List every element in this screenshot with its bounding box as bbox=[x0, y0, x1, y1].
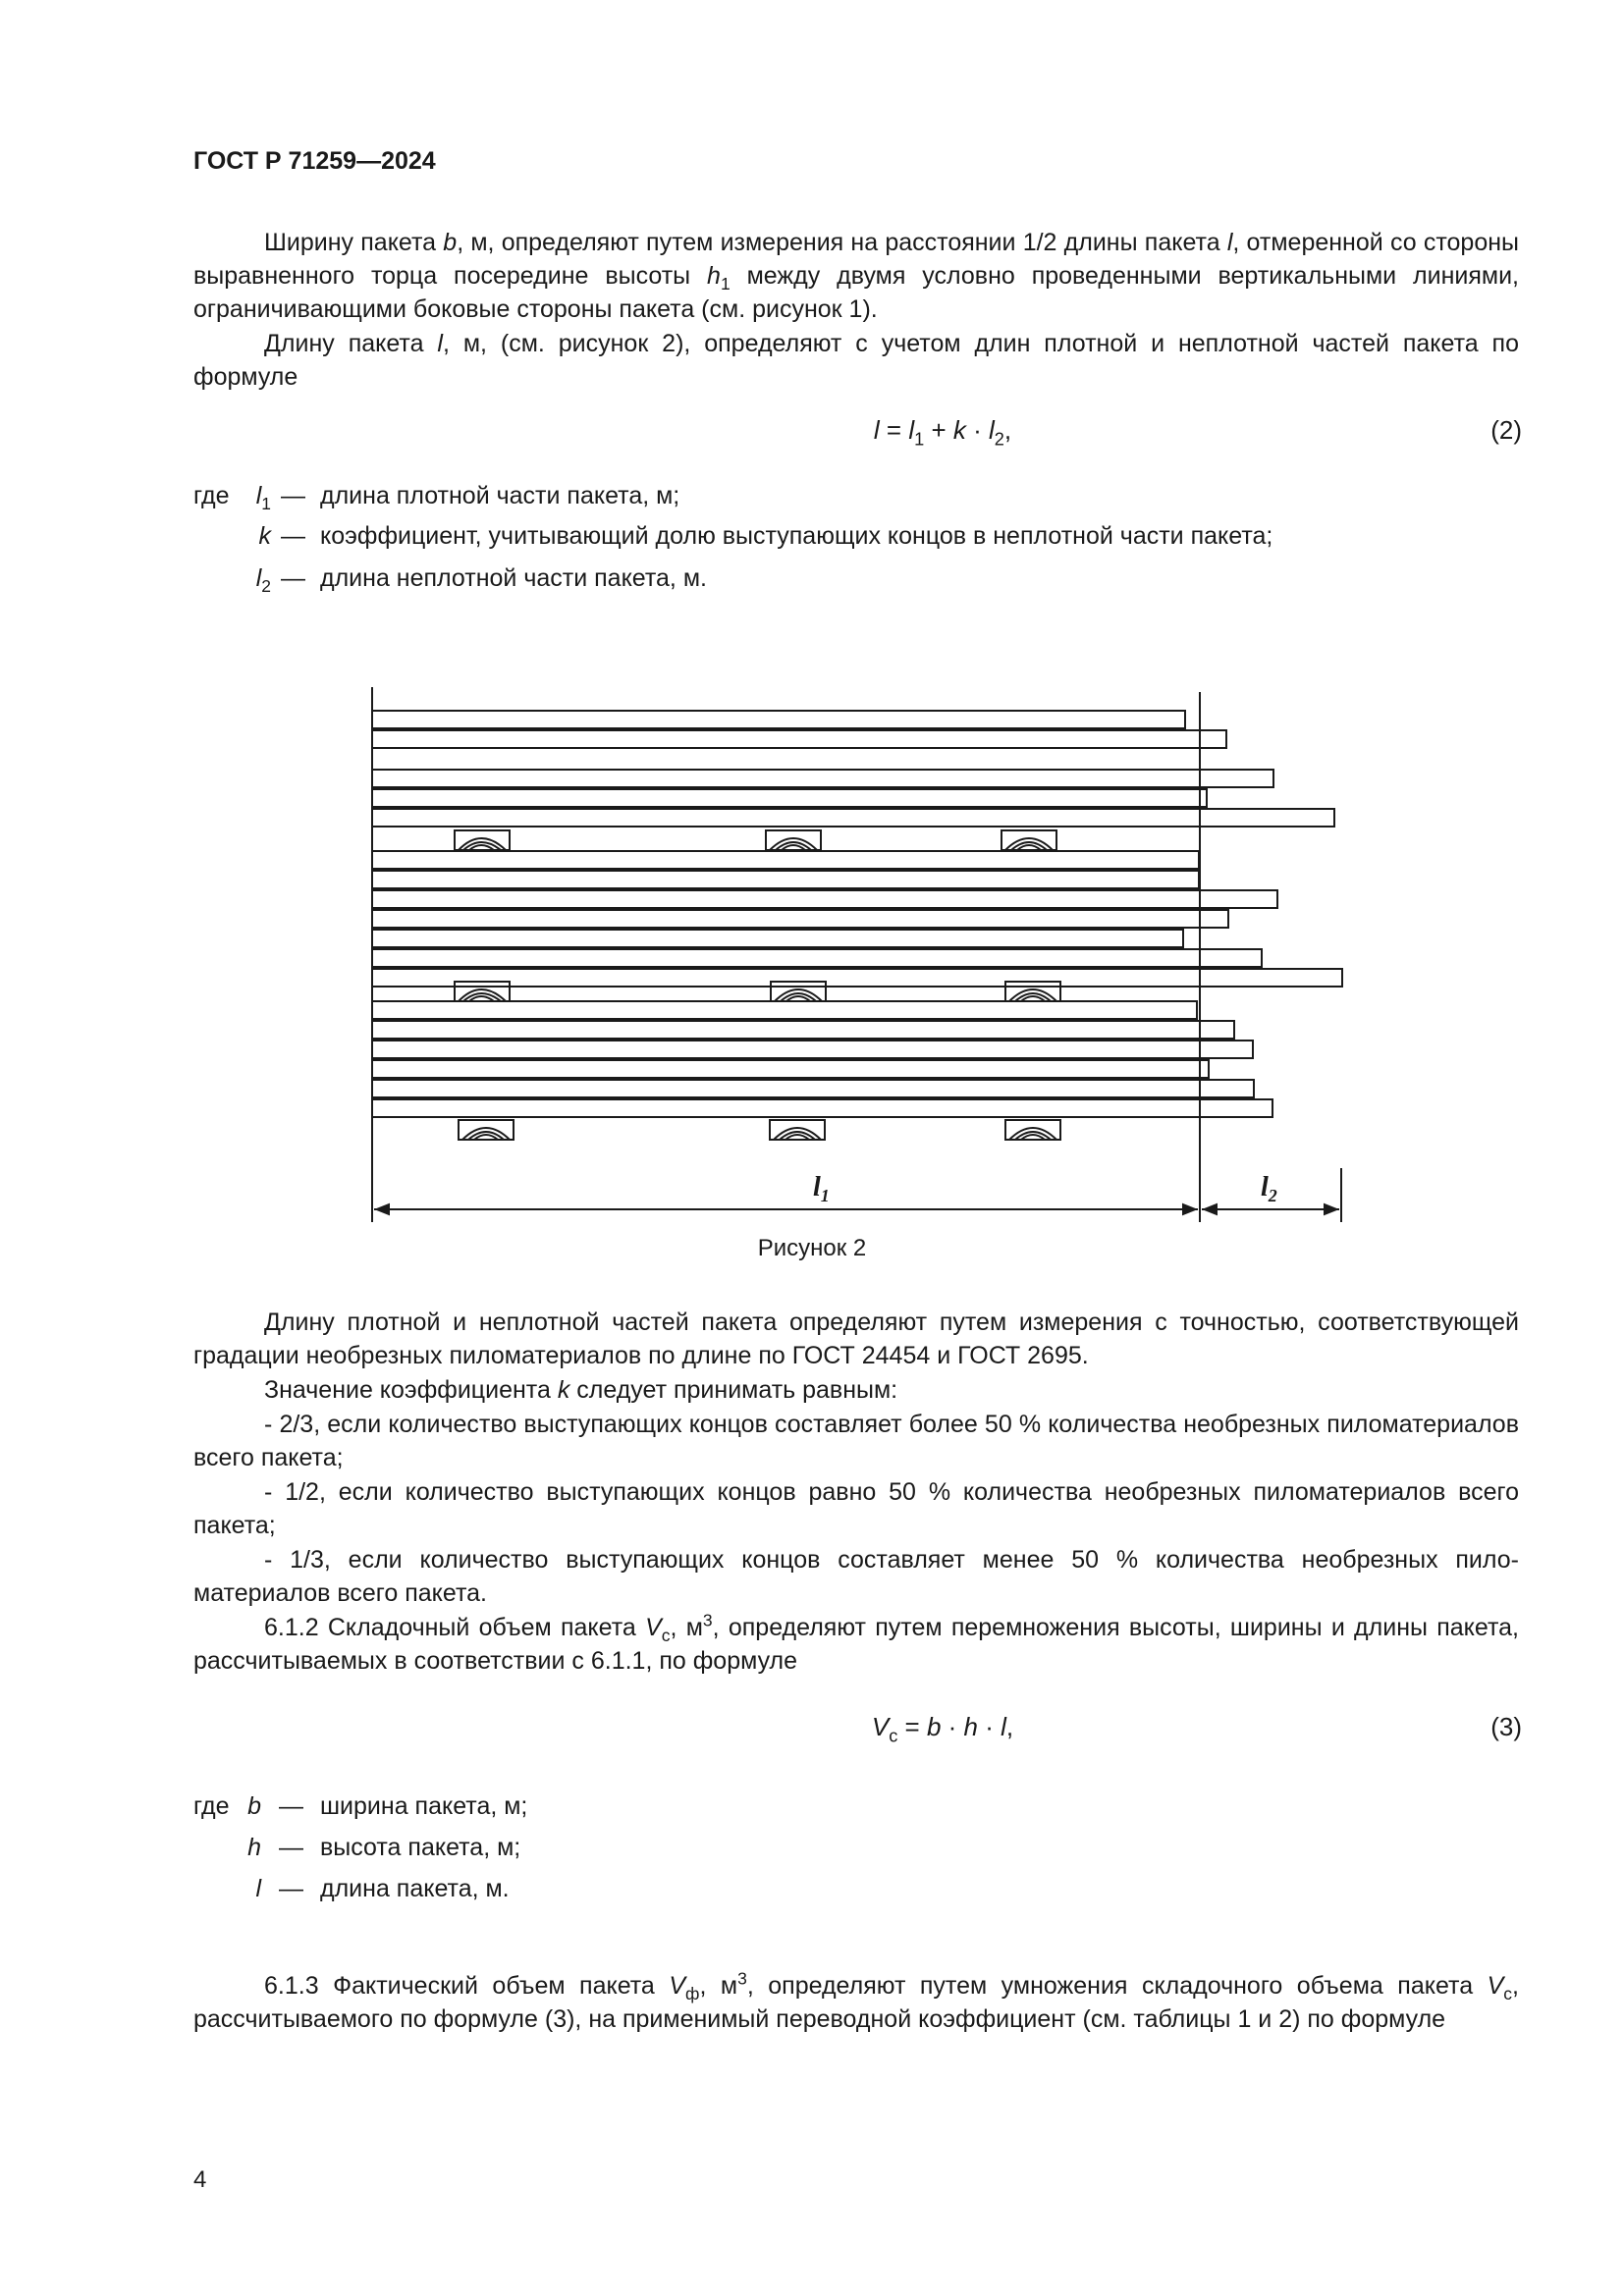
board bbox=[372, 890, 1277, 908]
spacer-row-3 bbox=[459, 1120, 1060, 1140]
board-group-1 bbox=[372, 711, 1334, 827]
text: , м bbox=[670, 1614, 703, 1641]
def-dash: — bbox=[281, 564, 305, 592]
op: , bbox=[1003, 415, 1012, 445]
spacer-row-2 bbox=[455, 982, 1060, 1001]
paragraph-6-1-2 bbox=[193, 1611, 1519, 1678]
text: , отмеренной со стороны выравненного торца посередине высоты bbox=[193, 229, 1519, 290]
board bbox=[372, 730, 1226, 748]
def-dash: — bbox=[281, 482, 305, 509]
text: , м, (см. рисунок 2), определяют с учетом длин плотной и неплотной частей пакета по формуле bbox=[193, 330, 1519, 391]
def-symbol: b bbox=[247, 1792, 261, 1820]
var: k bbox=[952, 415, 966, 445]
list-item: - 1/3, если количество выступающих концов составляет менее 50 % количества необрезных пиломатериалов всего пакета. bbox=[193, 1546, 1519, 1607]
subscript: с bbox=[661, 1626, 671, 1646]
def-dash: — bbox=[279, 1792, 303, 1820]
where-label: где bbox=[193, 482, 230, 509]
text: 6.1.2 Складочный объем пакета bbox=[264, 1614, 646, 1641]
op: , bbox=[1005, 1712, 1014, 1741]
var: l bbox=[873, 415, 880, 445]
document-header: ГОСТ Р 71259—2024 bbox=[193, 147, 436, 175]
op: · bbox=[941, 1712, 964, 1741]
board bbox=[372, 949, 1262, 967]
text: , определяют путем умножения складочного объема пакета bbox=[746, 1972, 1488, 2000]
wood-grain bbox=[774, 1128, 821, 1140]
subscript: 1 bbox=[720, 274, 731, 294]
wood-grain bbox=[775, 989, 822, 1001]
def-dash: — bbox=[279, 1834, 303, 1861]
var: h bbox=[963, 1712, 978, 1741]
def-symbol: $l_1$ bbox=[255, 482, 271, 514]
var: h bbox=[707, 262, 721, 290]
def-text: длина плотной части пакета, м; bbox=[320, 482, 680, 509]
def-symbol: h bbox=[247, 1834, 261, 1861]
text: , определяют путем перемножения высоты, ширины и длины пакета, рассчитываемых в соответствии с 6.1.1, по формуле bbox=[193, 1614, 1519, 1675]
formula-3 bbox=[687, 1712, 1198, 1746]
figure-caption: Рисунок 2 bbox=[757, 1235, 867, 1261]
paragraph-coefficient bbox=[193, 1373, 1519, 1407]
board-group-2 bbox=[372, 851, 1342, 987]
board bbox=[372, 1099, 1272, 1117]
def-text: длина пакета, м. bbox=[320, 1875, 510, 1902]
where-label: где bbox=[193, 1792, 230, 1820]
def-dash: — bbox=[281, 522, 305, 550]
text: , м, определяют путем измерения на расстоянии 1/2 длины пакета bbox=[457, 229, 1227, 256]
superscript: 3 bbox=[702, 1610, 713, 1630]
board bbox=[372, 1001, 1197, 1019]
var: V bbox=[1487, 1972, 1504, 2000]
superscript: 3 bbox=[737, 1968, 747, 1989]
board bbox=[372, 809, 1334, 827]
paragraph-measurement: Длину плотной и неплотной частей пакета определяют путем измерения с точностью, соответствующей градации необрезных пиломатериалов по длине по ГОСТ 24454 и ГОСТ 2695. bbox=[193, 1308, 1519, 1369]
text: Значение коэффициента bbox=[264, 1376, 558, 1404]
board bbox=[372, 789, 1207, 807]
board bbox=[372, 711, 1185, 728]
wood-grain bbox=[1005, 838, 1053, 850]
def-text: длина неплотной части пакета, м. bbox=[320, 564, 707, 592]
var: V bbox=[871, 1712, 890, 1741]
def-dash: — bbox=[279, 1875, 303, 1902]
op: · bbox=[978, 1712, 1001, 1741]
board bbox=[372, 1080, 1254, 1097]
var: l bbox=[908, 415, 915, 445]
list-item: - 2/3, если количество выступающих концов составляет более 50 % количества необрезных пиломатериалов всего пакета; bbox=[193, 1411, 1519, 1471]
var: V bbox=[645, 1614, 662, 1641]
var: V bbox=[669, 1972, 686, 2000]
board bbox=[372, 1041, 1253, 1058]
def-text: ширина пакета, м; bbox=[320, 1792, 528, 1820]
board bbox=[372, 871, 1199, 888]
board bbox=[372, 851, 1199, 869]
text: между двумя условно проведенными вертикальными линиями, ограничивающими боковые стороны пакета (см. рисунок 1). bbox=[193, 262, 1519, 323]
list-item: - 1/2, если количество выступающих концов равно 50 % количества необрезных пиломатериалов всего пакета; bbox=[193, 1478, 1519, 1539]
spacer-row-1 bbox=[455, 830, 1056, 850]
formula-3-number: (3) bbox=[1490, 1712, 1522, 1741]
def-symbol: k bbox=[258, 522, 271, 550]
text: Ширину пакета bbox=[264, 229, 444, 256]
label-l1: $l_1$ bbox=[813, 1172, 830, 1205]
board bbox=[372, 1060, 1209, 1078]
wood-grain bbox=[459, 989, 506, 1001]
def-text: высота пакета, м; bbox=[320, 1834, 521, 1861]
wood-grain bbox=[1009, 1128, 1056, 1140]
text: Длину пакета bbox=[264, 330, 438, 357]
subscript: 2 bbox=[994, 429, 1004, 450]
var: l bbox=[988, 415, 995, 445]
op: + bbox=[924, 415, 953, 445]
var: k bbox=[557, 1376, 570, 1404]
var: l bbox=[1226, 229, 1233, 256]
subscript: с bbox=[1503, 1984, 1513, 2004]
board bbox=[372, 770, 1273, 787]
board bbox=[372, 969, 1342, 987]
paragraph-6-1-3 bbox=[193, 1969, 1519, 2036]
text: , рассчитываемого по формуле (3), на применимый переводной коэффициент (см. таблицы 1 и 2) по формуле bbox=[193, 1972, 1519, 2033]
subscript: с bbox=[889, 1726, 898, 1746]
wood-grain bbox=[462, 1128, 510, 1140]
label-l2: $l_2$ bbox=[1261, 1172, 1277, 1205]
text: 6.1.3 Фактический объем пакета bbox=[264, 1972, 670, 2000]
def-symbol: l bbox=[255, 1875, 261, 1902]
op: = bbox=[879, 415, 909, 445]
board bbox=[372, 1021, 1234, 1039]
var: l bbox=[1001, 1712, 1006, 1741]
text: , м bbox=[699, 1972, 738, 2000]
var: l bbox=[437, 330, 443, 357]
var: b bbox=[926, 1712, 942, 1741]
wood-grain bbox=[1009, 989, 1056, 1001]
def-row bbox=[0, 1834, 1624, 1867]
def-row bbox=[0, 1875, 1624, 1908]
formula-2-number: (2) bbox=[1490, 415, 1522, 445]
wood-grain bbox=[770, 838, 817, 850]
board bbox=[372, 910, 1228, 928]
op: = bbox=[897, 1712, 927, 1741]
op: · bbox=[965, 415, 989, 445]
subscript: ф bbox=[685, 1984, 700, 2004]
board bbox=[372, 930, 1183, 947]
def-row bbox=[0, 1792, 1624, 1826]
text: следует принимать равным: bbox=[569, 1376, 898, 1404]
wood-grain bbox=[459, 838, 506, 850]
board-group-3 bbox=[372, 1001, 1272, 1117]
subscript: 1 bbox=[914, 429, 925, 450]
var: b bbox=[443, 229, 458, 256]
def-text: коэффициент, учитывающий долю выступающих концов в неплотной части пакета; bbox=[320, 522, 1273, 550]
def-symbol: $l_2$ bbox=[255, 564, 271, 597]
page-number: 4 bbox=[193, 2166, 207, 2193]
